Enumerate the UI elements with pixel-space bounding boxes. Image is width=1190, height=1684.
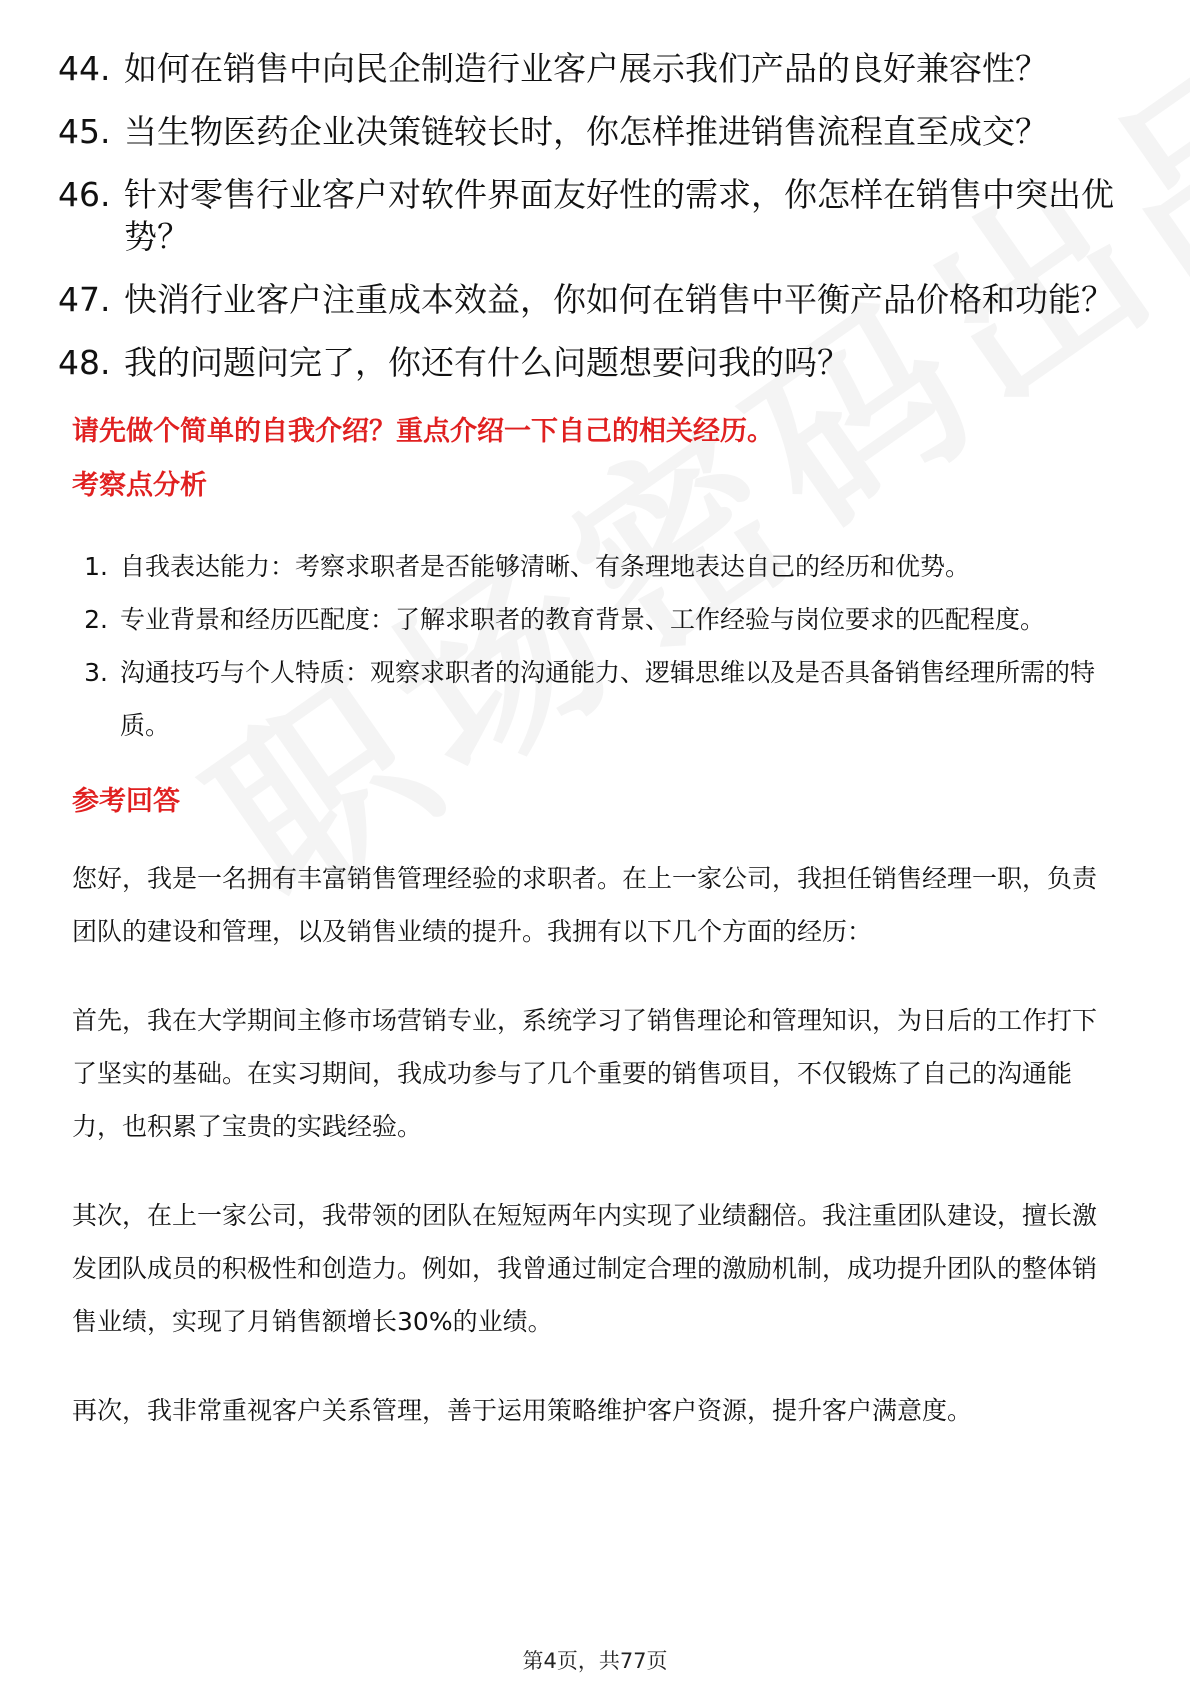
question-item [58,342,1118,384]
question-item [58,111,1118,153]
answer-paragraph: 首先，我在大学期间主修市场营销专业，系统学习了销售理论和管理知识，为日后的工作打下了坚实的基础。在实习期间，我成功参与了几个重要的销售项目，不仅锻炼了自己的沟通能力，也积累了宝贵的实践经验。 [72,1006,1098,1141]
answer-paragraph: 您好，我是一名拥有丰富销售管理经验的求职者。在上一家公司，我担任销售经理一职，负责团队的建设和管理，以及销售业绩的提升。我拥有以下几个方面的经历： [72,864,1098,946]
question-text: 如何在销售中向民企制造行业客户展示我们产品的良好兼容性？ [124,49,1048,88]
analysis-point [58,646,1118,752]
question-text: 针对零售行业客户对软件界面友好性的需求，你怎样在销售中突出优势？ [124,175,1114,256]
page-footer: 第4页，共77页 [522,1649,668,1673]
analysis-point [58,540,1118,593]
page-content [58,48,1118,1437]
question-number: 45. [58,112,111,151]
analysis-point-text: 自我表达能力：考察求职者是否能够清晰、有条理地表达自己的经历和优势。 [120,552,971,581]
answer-paragraph: 其次，在上一家公司，我带领的团队在短短两年内实现了业绩翻倍。我注重团队建设，擅长激发团队成员的积极性和创造力。例如，我曾通过制定合理的激励机制，成功提升团队的整体销售业绩，实现了月销售额增长30%的业绩。 [72,1201,1098,1336]
analysis-heading: 考察点分析 [72,470,207,501]
analysis-point-number: 3. [84,658,108,687]
question-item [58,279,1118,321]
analysis-point-list [58,540,1118,752]
question-number: 47. [58,280,111,319]
analysis-point-number: 2. [84,605,108,634]
question-number: 44. [58,49,111,88]
analysis-point-number: 1. [84,552,108,581]
question-text: 当生物医药企业决策链较长时，你怎样推进销售流程直至成交？ [124,112,1048,151]
question-text: 我的问题问完了，你还有什么问题想要问我的吗？ [124,343,850,382]
question-number: 48. [58,343,111,382]
analysis-point-text: 沟通技巧与个人特质：观察求职者的沟通能力、逻辑思维以及是否具备销售经理所需的特质。 [120,658,1096,740]
answer-heading: 参考回答 [72,786,180,817]
section-question-heading: 请先做个简单的自我介绍？重点介绍一下自己的相关经历。 [72,416,774,447]
question-item [58,174,1118,258]
question-text: 快消行业客户注重成本效益，你如何在销售中平衡产品价格和功能？ [124,280,1114,319]
question-list [58,48,1118,384]
analysis-point [58,593,1118,646]
analysis-point-text: 专业背景和经历匹配度：了解求职者的教育背景、工作经验与岗位要求的匹配程度。 [120,605,1046,634]
answer-paragraph: 再次，我非常重视客户关系管理，善于运用策略维护客户资源，提升客户满意度。 [72,1396,973,1425]
question-number: 46. [58,175,111,214]
question-item [58,48,1118,90]
